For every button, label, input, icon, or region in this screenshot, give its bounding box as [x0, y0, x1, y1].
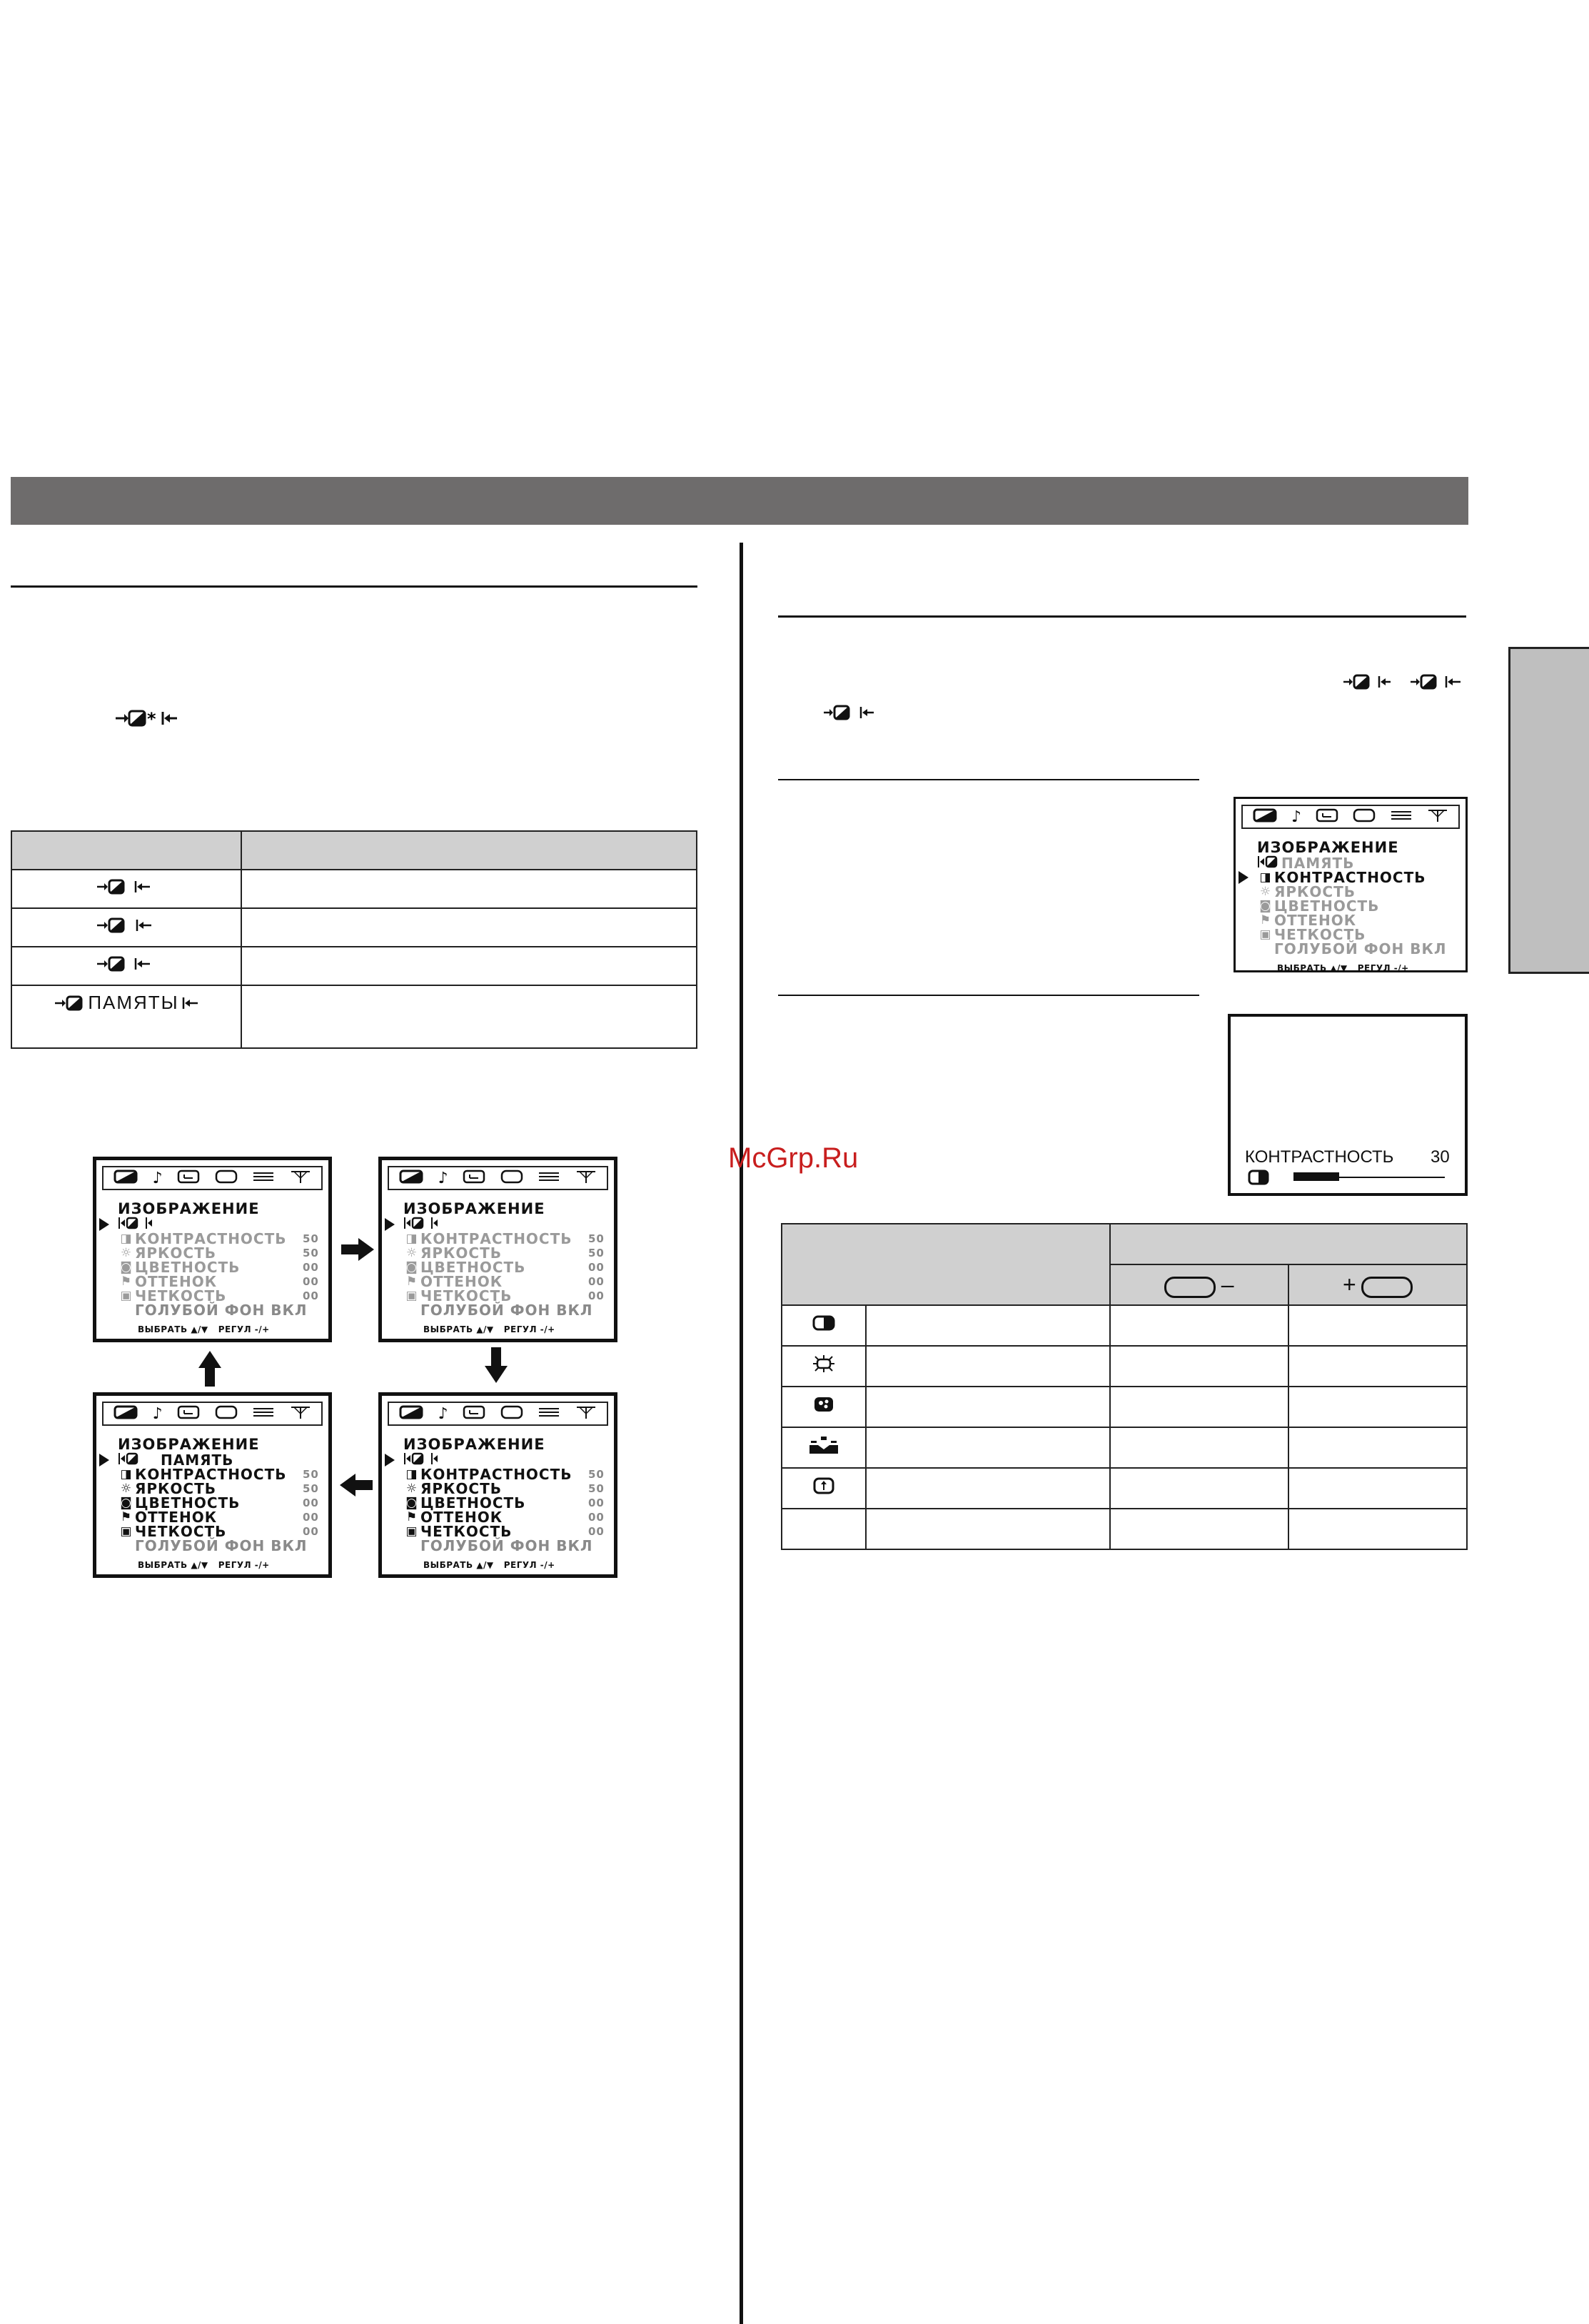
screen-icon	[215, 1169, 238, 1184]
tab-timer[interactable]	[177, 1169, 200, 1187]
item-value: 00	[588, 1511, 605, 1524]
item-label: ЯРКОСТЬ	[135, 1244, 216, 1262]
item-label: КОНТРАСТНОСТЬ	[1274, 869, 1426, 886]
menu-row-item[interactable]	[96, 1246, 328, 1260]
item-label: ОТТЕНОК	[420, 1509, 503, 1526]
picture-mode-icons	[1342, 673, 1467, 691]
tab-screen[interactable]	[500, 1405, 523, 1422]
arrow-right-icon	[341, 1237, 374, 1262]
arrow-left-icon	[340, 1472, 373, 1498]
screen-icon	[215, 1405, 238, 1419]
item-label: ОТТЕНОК	[135, 1273, 218, 1290]
watermark: McGrp.Ru	[728, 1142, 859, 1174]
contrast-value: 30	[1431, 1147, 1450, 1167]
item-icon: ◨	[405, 1232, 418, 1246]
setup-icon	[538, 1170, 560, 1183]
menu-row-item[interactable]	[382, 1260, 614, 1274]
menu-row-mode[interactable]	[1236, 856, 1466, 870]
item-label: ЧЕТКОСТЬ	[420, 1287, 513, 1304]
item-label: КОНТРАСТНОСТЬ	[135, 1230, 287, 1247]
item-value: 50	[303, 1247, 319, 1259]
item-label: ЦВЕТНОСТЬ	[135, 1259, 241, 1276]
menu-row-blue-back[interactable]	[382, 1539, 614, 1553]
blue-back-label: ГОЛУБОЙ ФОН ВКЛ	[135, 1302, 308, 1319]
footer-adjust: РЕГУЛ -/+	[218, 1324, 270, 1334]
picture-mode-icon	[94, 877, 158, 896]
footer-select: ВЫБРАТЬ ▲/▼	[138, 1560, 208, 1570]
item-value: 50	[303, 1468, 319, 1481]
item-icon: ⚑	[405, 1274, 418, 1289]
menu-row-item[interactable]	[1236, 913, 1466, 927]
menu-footer	[138, 1324, 328, 1334]
mode-desc	[241, 908, 697, 947]
menu-title: ИЗОБРАЖЕНИЕ	[403, 1200, 545, 1217]
color-icon	[812, 1395, 836, 1414]
menu-row-item[interactable]	[96, 1467, 328, 1482]
picture-mode-icon	[403, 1216, 440, 1230]
brightness-icon	[812, 1354, 836, 1373]
footer-select: ВЫБРАТЬ ▲/▼	[138, 1324, 208, 1334]
menu-row-item[interactable]	[1236, 885, 1466, 899]
picture-mode-icon	[822, 703, 879, 722]
footer-select: ВЫБРАТЬ ▲/▼	[423, 1324, 494, 1334]
item-label: ОТТЕНОК	[420, 1273, 503, 1290]
picture-mode-icon	[403, 1452, 440, 1466]
adj-header-buttons	[1110, 1224, 1467, 1264]
table-row	[11, 985, 697, 1048]
item-value: 00	[303, 1275, 319, 1288]
menu-footer	[423, 1560, 614, 1570]
side-tab	[1508, 647, 1589, 974]
item-icon: ◨	[405, 1467, 418, 1482]
tab-antenna[interactable]	[290, 1169, 311, 1187]
picture-icon	[1253, 808, 1277, 823]
item-value: 50	[588, 1247, 605, 1259]
memory-mode-icon	[52, 994, 86, 1012]
picture-mode-star-icon	[114, 709, 178, 728]
contrast-icon	[812, 1314, 836, 1332]
item-label: КОНТРАСТНОСТЬ	[420, 1230, 572, 1247]
menu-row-mode[interactable]	[96, 1217, 328, 1232]
item-value: 00	[303, 1496, 319, 1509]
adjustment-table	[781, 1223, 1468, 1550]
menu-row-item[interactable]	[96, 1260, 328, 1274]
antenna-icon	[290, 1169, 311, 1184]
item-icon: ◙	[120, 1260, 133, 1274]
menu-row-item[interactable]	[96, 1496, 328, 1510]
item-label: ЧЕТКОСТЬ	[420, 1523, 513, 1540]
item-label: ЧЕТКОСТЬ	[135, 1287, 227, 1304]
footer-select: ВЫБРАТЬ ▲/▼	[1277, 963, 1348, 973]
item-icon: ☼	[120, 1246, 133, 1260]
mode-table-header-mode	[11, 831, 241, 870]
right-heading-rule	[778, 615, 1466, 618]
antenna-icon	[575, 1405, 597, 1419]
item-label: КОНТРАСТНОСТЬ	[135, 1466, 287, 1483]
item-label: ЦВЕТНОСТЬ	[420, 1494, 526, 1511]
menu-row-item[interactable]	[96, 1482, 328, 1496]
step-rule-1	[778, 779, 1199, 780]
timer-icon	[463, 1405, 485, 1419]
item-icon: ◨	[120, 1232, 133, 1246]
footer-select: ВЫБРАТЬ ▲/▼	[423, 1560, 494, 1570]
item-value: 00	[588, 1261, 605, 1274]
sharpness-icon	[812, 1477, 836, 1495]
antenna-icon	[290, 1405, 311, 1419]
adj-header-minus	[1110, 1264, 1288, 1305]
item-icon: ◙	[1259, 899, 1272, 913]
menu-row-item[interactable]	[382, 1496, 614, 1510]
picture-mode-icon	[118, 1216, 155, 1230]
picture-mode-icon	[94, 955, 158, 973]
item-icon: ⚑	[1259, 913, 1272, 927]
tab-setup[interactable]	[538, 1170, 560, 1186]
item-icon: ▣	[405, 1289, 418, 1303]
item-value: 00	[588, 1496, 605, 1509]
menu-tabs	[102, 1166, 323, 1190]
item-value: 00	[303, 1525, 319, 1538]
timer-icon	[177, 1405, 200, 1419]
item-label: ОТТЕНОК	[135, 1509, 218, 1526]
setup-icon	[1390, 809, 1413, 822]
item-icon: ☼	[120, 1482, 133, 1496]
blue-back-label: ГОЛУБОЙ ФОН ВКЛ	[420, 1537, 593, 1554]
picture-icon	[399, 1405, 423, 1419]
tv-menu-screen	[378, 1157, 617, 1342]
tab-screen[interactable]	[215, 1169, 238, 1187]
tv-menu-screen	[378, 1392, 617, 1578]
item-icon: ▣	[120, 1524, 133, 1539]
table-row	[782, 1305, 1467, 1346]
tab-timer[interactable]	[177, 1405, 200, 1422]
menu-title: ИЗОБРАЖЕНИЕ	[403, 1436, 545, 1453]
memory-label: ПАМЯТЬ	[161, 1452, 234, 1469]
menu-tabs	[102, 1402, 323, 1426]
tab-setup[interactable]	[252, 1170, 275, 1186]
item-label: ЧЕТКОСТЬ	[1274, 926, 1366, 943]
menu-row-item[interactable]	[382, 1274, 614, 1289]
menu-footer	[423, 1324, 614, 1334]
menu-row-item[interactable]	[1236, 899, 1466, 913]
contrast-level-fill	[1293, 1172, 1339, 1181]
tab-picture[interactable]	[399, 1169, 423, 1187]
menu-tabs	[388, 1402, 608, 1426]
item-value: 00	[588, 1289, 605, 1302]
mode-table-header-desc	[241, 831, 697, 870]
mode-desc	[241, 985, 697, 1048]
menu-row-item[interactable]	[96, 1524, 328, 1539]
tab-sound[interactable]: ♪	[1291, 808, 1302, 826]
item-label: ЯРКОСТЬ	[420, 1244, 502, 1262]
tab-timer[interactable]	[463, 1405, 485, 1422]
menu-tabs	[1241, 805, 1460, 829]
menu-row-item[interactable]	[96, 1232, 328, 1246]
item-value: 00	[588, 1275, 605, 1288]
tv-menu-screen-small	[1234, 797, 1468, 972]
item-icon: ◨	[120, 1467, 133, 1482]
blue-back-label: ГОЛУБОЙ ФОН ВКЛ	[135, 1537, 308, 1554]
tab-picture[interactable]	[113, 1405, 138, 1422]
tab-setup[interactable]	[1390, 809, 1413, 825]
inline-mode-icons	[1342, 673, 1467, 695]
menu-row-item[interactable]	[382, 1482, 614, 1496]
item-icon: ⚑	[405, 1510, 418, 1524]
picture-icon	[399, 1169, 423, 1184]
arrow-up-icon	[197, 1351, 223, 1387]
picture-mode-icon	[94, 916, 158, 935]
arrow-down-icon	[483, 1347, 509, 1383]
adj-header-item	[782, 1224, 1110, 1305]
menu-row-item[interactable]	[96, 1510, 328, 1524]
table-row	[11, 908, 697, 947]
blue-back-label: ГОЛУБОЙ ФОН ВКЛ	[1274, 940, 1447, 957]
picture-mode-table	[11, 830, 697, 1049]
menu-title: ИЗОБРАЖЕНИЕ	[118, 1200, 260, 1217]
tint-icon	[808, 1435, 839, 1455]
antenna-icon	[1427, 808, 1448, 823]
item-value: 00	[588, 1525, 605, 1538]
item-label: КОНТРАСТНОСТЬ	[420, 1466, 572, 1483]
item-value: 00	[303, 1289, 319, 1302]
tab-antenna[interactable]	[1427, 808, 1448, 825]
menu-row-mode[interactable]	[96, 1453, 328, 1467]
tab-picture[interactable]	[1253, 808, 1277, 825]
timer-icon	[463, 1169, 485, 1184]
item-label: ЯРКОСТЬ	[1274, 883, 1356, 900]
timer-icon	[177, 1169, 200, 1184]
footer-adjust: РЕГУЛ -/+	[503, 1324, 555, 1334]
tab-picture[interactable]	[399, 1405, 423, 1422]
plus-button-icon	[1361, 1277, 1413, 1298]
plus-sign: +	[1343, 1271, 1356, 1297]
mode-desc	[241, 870, 697, 908]
tv-menu-screen	[93, 1392, 332, 1578]
item-icon: ◙	[120, 1496, 133, 1510]
contrast-label: КОНТРАСТНОСТЬ	[1245, 1147, 1394, 1167]
table-row	[782, 1509, 1467, 1549]
item-value: 50	[588, 1468, 605, 1481]
tv-menu-screen	[93, 1157, 332, 1342]
column-divider	[740, 543, 743, 2324]
menu-row-blue-back[interactable]	[1236, 942, 1466, 956]
tab-setup[interactable]	[252, 1406, 275, 1422]
setup-icon	[538, 1406, 560, 1419]
pointer-icon	[99, 1218, 109, 1231]
menu-row-item[interactable]	[1236, 927, 1466, 942]
menu-row-item[interactable]	[382, 1524, 614, 1539]
menu-row-item[interactable]	[1236, 870, 1466, 885]
picture-icon	[113, 1405, 138, 1419]
menu-row-item[interactable]	[382, 1289, 614, 1303]
tab-sound[interactable]: ♪	[152, 1169, 163, 1187]
tab-timer[interactable]	[463, 1169, 485, 1187]
mode-icon-inline	[114, 709, 178, 728]
item-value: 50	[303, 1232, 319, 1245]
tab-antenna[interactable]	[575, 1405, 597, 1422]
adj-header-plus	[1288, 1264, 1467, 1305]
item-icon: ▣	[405, 1524, 418, 1539]
menu-row-mode[interactable]	[382, 1217, 614, 1232]
table-row	[782, 1387, 1467, 1427]
table-row	[782, 1468, 1467, 1509]
item-icon: ◨	[1259, 870, 1272, 885]
contrast-screen	[1228, 1014, 1468, 1196]
menu-row-blue-back[interactable]	[96, 1303, 328, 1317]
svg-text:*: *	[147, 709, 156, 728]
tab-screen[interactable]	[500, 1169, 523, 1187]
menu-row-item[interactable]	[96, 1289, 328, 1303]
item-icon: ◙	[405, 1260, 418, 1274]
item-value: 50	[303, 1482, 319, 1495]
item-icon: ☼	[1259, 885, 1272, 899]
pointer-icon	[385, 1218, 395, 1231]
item-label: ЦВЕТНОСТЬ	[135, 1494, 241, 1511]
inline-mode-icon-2	[822, 703, 879, 725]
contrast-icon	[1248, 1169, 1269, 1185]
timer-icon	[1316, 808, 1338, 823]
tab-sound[interactable]: ♪	[438, 1169, 448, 1187]
tab-picture[interactable]	[113, 1169, 138, 1187]
mode-desc	[241, 947, 697, 985]
setup-icon	[252, 1406, 275, 1419]
blue-back-label: ГОЛУБОЙ ФОН ВКЛ	[420, 1302, 593, 1319]
menu-row-item[interactable]	[382, 1510, 614, 1524]
menu-footer	[138, 1560, 328, 1570]
minus-button-icon	[1164, 1277, 1216, 1298]
item-label: ЯРКОСТЬ	[420, 1480, 502, 1497]
left-heading-rule	[11, 585, 697, 588]
item-label: ЯРКОСТЬ	[135, 1480, 216, 1497]
menu-title: ИЗОБРАЖЕНИЕ	[1257, 839, 1399, 856]
tab-screen[interactable]	[1353, 808, 1376, 825]
table-row	[782, 1346, 1467, 1387]
item-icon: ▣	[1259, 927, 1272, 942]
item-icon: ☼	[405, 1246, 418, 1260]
table-row	[11, 947, 697, 985]
tab-screen[interactable]	[215, 1405, 238, 1422]
antenna-icon	[575, 1169, 597, 1184]
tab-sound[interactable]: ♪	[152, 1404, 163, 1423]
menu-row-blue-back[interactable]	[96, 1539, 328, 1553]
minus-sign: –	[1221, 1271, 1234, 1297]
table-row	[782, 1427, 1467, 1468]
tab-sound[interactable]: ♪	[438, 1404, 448, 1423]
item-label: ЧЕТКОСТЬ	[135, 1523, 227, 1540]
screen-icon	[1353, 808, 1376, 823]
menu-row-blue-back[interactable]	[382, 1303, 614, 1317]
table-row	[11, 870, 697, 908]
footer-adjust: РЕГУЛ -/+	[218, 1560, 270, 1570]
item-icon: ⚑	[120, 1274, 133, 1289]
picture-icon	[113, 1169, 138, 1184]
item-value: 00	[303, 1511, 319, 1524]
memory-label: ПАМЯТЬ	[1281, 855, 1355, 872]
menu-footer	[1277, 963, 1466, 973]
step-rule-2	[778, 995, 1199, 996]
item-icon: ☼	[405, 1482, 418, 1496]
menu-row-mode[interactable]	[382, 1453, 614, 1467]
item-value: 50	[588, 1232, 605, 1245]
item-label: ЦВЕТНОСТЬ	[1274, 897, 1380, 915]
screen-icon	[500, 1169, 523, 1184]
item-icon: ◙	[405, 1496, 418, 1510]
item-icon: ▣	[120, 1289, 133, 1303]
footer-adjust: РЕГУЛ -/+	[503, 1560, 555, 1570]
tab-timer[interactable]	[1316, 808, 1338, 825]
pointer-icon	[385, 1454, 395, 1467]
tab-antenna[interactable]	[290, 1405, 311, 1422]
menu-row-item[interactable]	[382, 1246, 614, 1260]
tab-setup[interactable]	[538, 1406, 560, 1422]
mode-label-memory: ПАМЯТЫ	[88, 992, 179, 1013]
footer-adjust: РЕГУЛ -/+	[1357, 963, 1409, 973]
screen-icon	[500, 1405, 523, 1419]
arrow-in-icon	[181, 994, 201, 1012]
section-banner	[11, 477, 1468, 525]
item-label: ЦВЕТНОСТЬ	[420, 1259, 526, 1276]
tab-antenna[interactable]	[575, 1169, 597, 1187]
item-icon: ⚑	[120, 1510, 133, 1524]
item-value: 50	[588, 1482, 605, 1495]
menu-row-item[interactable]	[96, 1274, 328, 1289]
menu-tabs	[388, 1166, 608, 1190]
menu-row-item[interactable]	[382, 1232, 614, 1246]
menu-title: ИЗОБРАЖЕНИЕ	[118, 1436, 260, 1453]
pointer-icon	[1239, 871, 1248, 884]
item-label: ОТТЕНОК	[1274, 912, 1357, 929]
setup-icon	[252, 1170, 275, 1183]
item-value: 00	[303, 1261, 319, 1274]
picture-mode-icon	[118, 1452, 155, 1466]
pointer-icon	[99, 1454, 109, 1467]
menu-row-item[interactable]	[382, 1467, 614, 1482]
